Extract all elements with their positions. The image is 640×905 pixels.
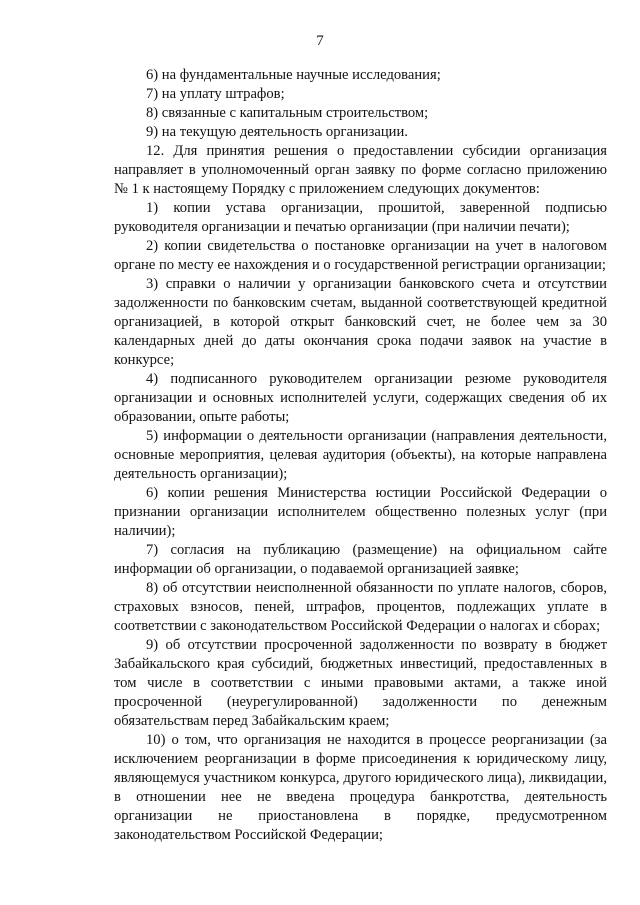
list-item-9-current-activity: 9) на текущую деятельность организации. (146, 124, 408, 140)
doc-item-1-charter-copy: 1) копии устава организации, прошитой, заверенной подписью руководителя организации и печатью организации (при наличии печати); (114, 200, 607, 235)
doc-item-8-no-tax-debt: 8) об отсутствии неисполненной обязанности по уплате налогов, сборов, страховых взносов, пеней, штрафов, процентов, подлежащих уплате в соответствии с законодательством Российской Федерации о налогах и сборах; (114, 580, 607, 634)
doc-item-6-ministry-decision: 6) копии решения Министерства юстиции Российской Федерации о признании организации исполнителем общественно полезных услуг (при наличии); (114, 485, 607, 539)
list-item-6-fundamental-research: 6) на фундаментальные научные исследования; (146, 67, 441, 83)
doc-item-9-no-budget-debt: 9) об отсутствии просроченной задолженности по возврату в бюджет Забайкальского края субсидий, бюджетных инвестиций, предоставленных в том числе в соответствии с иными правовыми актами, а также иной просроченной (неурегулированной) задолженности по денежным обязательствам перед Забайкальским краем; (114, 637, 607, 729)
doc-item-4-resume: 4) подписанного руководителем организации резюме руководителя организации и основных исполнителей услуги, содержащих сведения об их образовании, опыте работы; (114, 371, 607, 425)
list-item-7-fines: 7) на уплату штрафов; (146, 86, 285, 102)
doc-item-7-publication-consent: 7) согласия на публикацию (размещение) на официальном сайте информации об организации, о подаваемой организацией заявке; (114, 542, 607, 577)
document-body (114, 66, 607, 845)
doc-item-3-bank-certificate: 3) справки о наличии у организации банковского счета и отсутствии задолженности по банковским счетам, выданной соответствующей кредитной организацией, в которой открыт банковский счет, не более чем за 30 календарных дней до даты окончания срока подачи заявок на участие в конкурсе; (114, 276, 607, 368)
list-item-8-capital-construction: 8) связанные с капитальным строительством; (146, 105, 429, 121)
page-number: 7 (316, 33, 324, 49)
doc-item-2-registration-certificate: 2) копии свидетельства о постановке организации на учет в налоговом органе по месту ее нахождения и о государственной регистрации организации; (114, 238, 607, 273)
section-12-application: 12. Для принятия решения о предоставлении субсидии организация направляет в уполномоченный орган заявку по форме согласно приложению № 1 к настоящему Порядку с приложением следующих документов: (114, 143, 607, 197)
doc-item-10-no-reorganization: 10) о том, что организация не находится в процессе реорганизации (за исключением реорганизации в форме присоединения к юридическому лицу, являющемуся участником конкурса, другого юридического лица), ликвидации, в отношении нее не введена процедура банкротства, деятельность организации не приостановлена в порядке, предусмотренном законодательством Российской Федерации; (114, 732, 607, 843)
doc-item-5-activity-info: 5) информации о деятельности организации (направления деятельности, основные мероприятия, целевая аудитория (объекты), на которые направлена деятельность организации); (114, 428, 607, 482)
